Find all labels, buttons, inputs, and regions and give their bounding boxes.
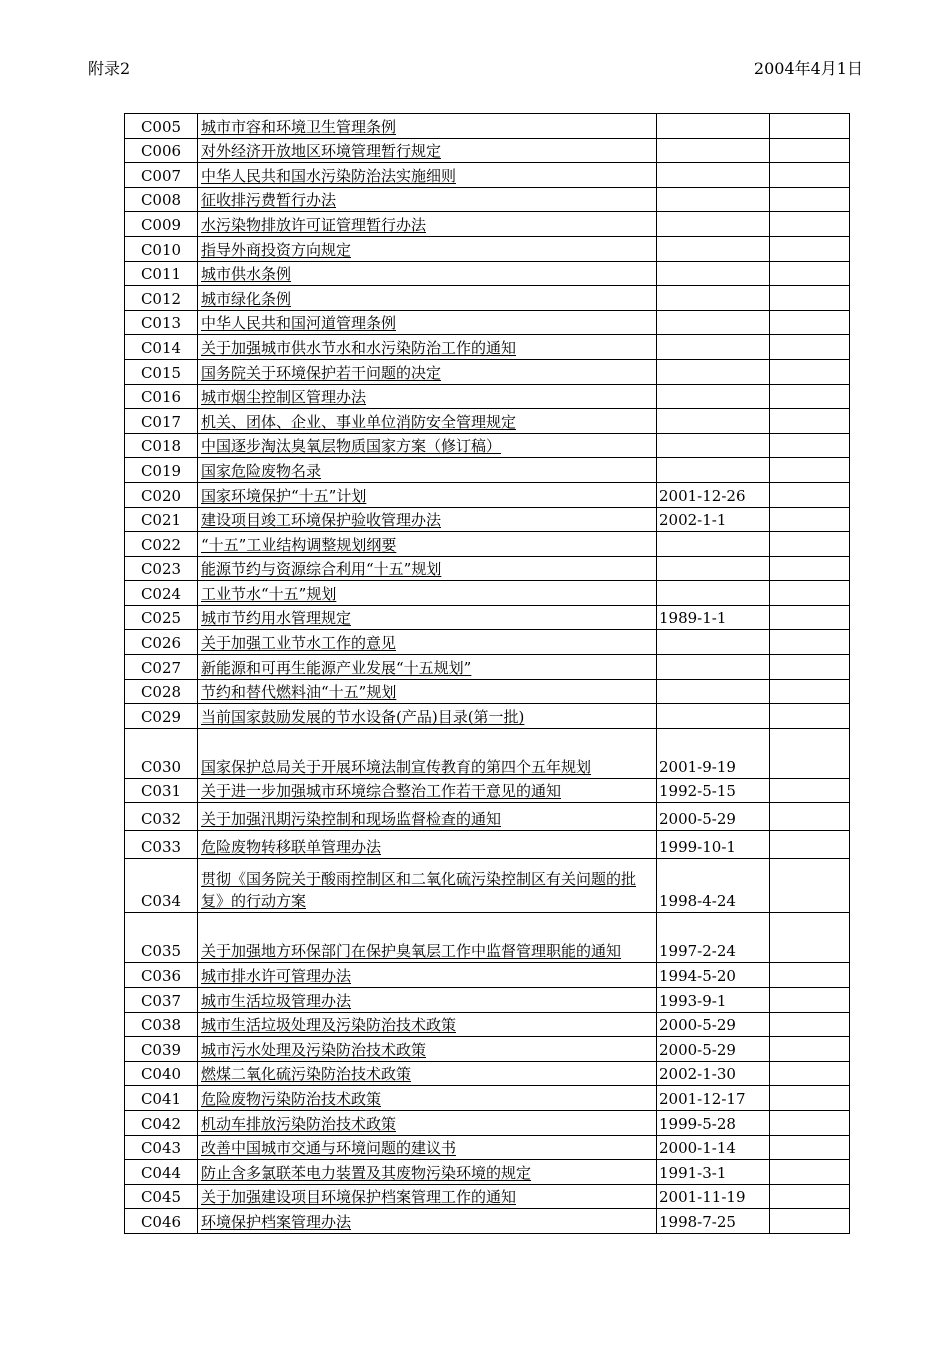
table-row xyxy=(125,679,850,704)
regulation-code: C031 xyxy=(125,778,198,803)
table-row xyxy=(125,482,850,507)
regulation-date: 2000-1-14 xyxy=(657,1135,770,1160)
regulation-title-link[interactable]: 关于加强建设项目环境保护档案管理工作的通知 xyxy=(201,1188,517,1207)
regulation-date xyxy=(657,409,770,434)
regulation-code: C018 xyxy=(125,433,198,458)
regulation-note xyxy=(770,433,850,458)
regulation-date xyxy=(657,581,770,606)
regulation-date xyxy=(657,359,770,384)
regulation-date xyxy=(657,138,770,163)
regulation-title-cell xyxy=(198,728,657,778)
regulation-code: C016 xyxy=(125,384,198,409)
regulation-code: C010 xyxy=(125,236,198,261)
regulation-title-cell xyxy=(198,1086,657,1111)
regulation-title-cell xyxy=(198,556,657,581)
regulation-date: 2001-12-17 xyxy=(657,1086,770,1111)
regulation-title-link[interactable]: 当前国家鼓励发展的节水设备(产品)目录(第一批) xyxy=(201,707,525,726)
regulation-date xyxy=(657,187,770,212)
table-row xyxy=(125,655,850,680)
regulation-date: 2001-12-26 xyxy=(657,482,770,507)
regulation-title-cell xyxy=(198,1209,657,1234)
regulation-date xyxy=(657,556,770,581)
regulation-code: C017 xyxy=(125,409,198,434)
regulation-code: C008 xyxy=(125,187,198,212)
regulation-note xyxy=(770,359,850,384)
regulation-date xyxy=(657,532,770,557)
regulation-note xyxy=(770,114,850,139)
regulation-title-link[interactable]: 城市生活垃圾管理办法 xyxy=(201,991,352,1010)
table-row xyxy=(125,1184,850,1209)
table-row xyxy=(125,556,850,581)
regulation-title-link[interactable]: 节约和替代燃料油“十五”规划 xyxy=(201,683,397,702)
regulation-title-link[interactable]: 城市生活垃圾处理及污染防治技术政策 xyxy=(201,1016,457,1035)
regulation-note xyxy=(770,1037,850,1062)
table-row xyxy=(125,1061,850,1086)
regulation-title-cell xyxy=(198,532,657,557)
regulation-code: C006 xyxy=(125,138,198,163)
regulation-title-cell xyxy=(198,704,657,729)
regulation-title-cell xyxy=(198,1184,657,1209)
regulation-date: 2000-5-29 xyxy=(657,803,770,831)
regulation-code: C011 xyxy=(125,261,198,286)
regulation-code: C026 xyxy=(125,630,198,655)
regulation-title-cell xyxy=(198,507,657,532)
regulation-title-cell xyxy=(198,913,657,963)
regulation-table-body xyxy=(125,114,850,1234)
regulation-note xyxy=(770,913,850,963)
regulation-title-cell xyxy=(198,581,657,606)
regulation-title-cell xyxy=(198,114,657,139)
regulation-note xyxy=(770,679,850,704)
regulation-title-cell xyxy=(198,236,657,261)
regulation-title-link[interactable]: 城市烟尘控制区管理办法 xyxy=(201,388,367,407)
regulation-title-link[interactable]: 国家环境保护“十五”计划 xyxy=(201,486,367,505)
regulation-code: C025 xyxy=(125,605,198,630)
table-row xyxy=(125,236,850,261)
regulation-note xyxy=(770,163,850,188)
table-row xyxy=(125,1111,850,1136)
regulation-code: C022 xyxy=(125,532,198,557)
regulation-title-link[interactable]: 对外经济开放地区环境管理暂行规定 xyxy=(201,142,442,161)
table-row xyxy=(125,187,850,212)
regulation-title-link[interactable]: 指导外商投资方向规定 xyxy=(201,240,352,259)
regulation-note xyxy=(770,556,850,581)
regulation-title-cell xyxy=(198,335,657,360)
regulation-title-cell xyxy=(198,310,657,335)
regulation-code: C019 xyxy=(125,458,198,483)
regulation-note xyxy=(770,1135,850,1160)
regulation-title-link[interactable]: 新能源和可再生能源产业发展“十五规划” xyxy=(201,658,472,677)
regulation-code: C030 xyxy=(125,728,198,778)
regulation-title-cell xyxy=(198,261,657,286)
regulation-date: 1999-10-1 xyxy=(657,831,770,859)
regulation-title-cell xyxy=(198,1012,657,1037)
regulation-note xyxy=(770,630,850,655)
table-row xyxy=(125,1160,850,1185)
regulation-date: 1991-3-1 xyxy=(657,1160,770,1185)
regulation-title-link[interactable]: 中华人民共和国水污染防治法实施细则 xyxy=(201,166,457,185)
regulation-code: C039 xyxy=(125,1037,198,1062)
regulation-title-cell xyxy=(198,1160,657,1185)
table-row xyxy=(125,704,850,729)
regulation-date xyxy=(657,261,770,286)
regulation-title-link[interactable]: 机动车排放污染防治技术政策 xyxy=(201,1114,397,1133)
regulation-title-cell xyxy=(198,1111,657,1136)
table-row xyxy=(125,409,850,434)
regulation-title-cell xyxy=(198,1037,657,1062)
regulation-note xyxy=(770,605,850,630)
regulation-title-link[interactable]: 机关、团体、企业、事业单位消防安全管理规定 xyxy=(201,412,517,431)
regulation-note xyxy=(770,236,850,261)
regulation-code: C012 xyxy=(125,286,198,311)
table-row xyxy=(125,630,850,655)
regulation-title-link[interactable]: 城市供水条例 xyxy=(201,265,292,284)
regulation-note xyxy=(770,1086,850,1111)
regulation-title-cell xyxy=(198,458,657,483)
regulation-code: C034 xyxy=(125,859,198,913)
regulation-title-link[interactable]: 城市排水许可管理办法 xyxy=(201,967,352,986)
table-row xyxy=(125,1135,850,1160)
regulation-date xyxy=(657,704,770,729)
regulation-code: C032 xyxy=(125,803,198,831)
regulation-note xyxy=(770,778,850,803)
regulation-date: 2002-1-1 xyxy=(657,507,770,532)
regulation-date xyxy=(657,458,770,483)
regulation-title-cell xyxy=(198,778,657,803)
regulation-date xyxy=(657,212,770,237)
regulation-note xyxy=(770,482,850,507)
regulation-title-link[interactable]: 环境保护档案管理办法 xyxy=(201,1212,352,1231)
regulation-title-cell xyxy=(198,163,657,188)
regulation-date: 1992-5-15 xyxy=(657,778,770,803)
regulation-code: C009 xyxy=(125,212,198,237)
regulation-title-link[interactable]: 国家保护总局关于开展环境法制宣传教育的第四个五年规划 xyxy=(201,757,592,776)
regulation-title-cell xyxy=(198,212,657,237)
regulation-date xyxy=(657,655,770,680)
table-row xyxy=(125,1037,850,1062)
regulation-table xyxy=(124,113,850,1234)
table-row xyxy=(125,310,850,335)
table-row xyxy=(125,1012,850,1037)
regulation-note xyxy=(770,859,850,913)
regulation-note xyxy=(770,384,850,409)
regulation-title-link[interactable]: 中华人民共和国河道管理条例 xyxy=(201,314,397,333)
regulation-note xyxy=(770,286,850,311)
regulation-code: C029 xyxy=(125,704,198,729)
regulation-note xyxy=(770,1012,850,1037)
regulation-note xyxy=(770,409,850,434)
regulation-title-link[interactable]: 贯彻《国务院关于酸雨控制区和二氧化硫污染控制区有关问题的批复》的行动方案 xyxy=(201,870,637,911)
table-row xyxy=(125,114,850,139)
regulation-title-link[interactable]: 水污染物排放许可证管理暂行办法 xyxy=(201,215,427,234)
regulation-code: C044 xyxy=(125,1160,198,1185)
regulation-date xyxy=(657,630,770,655)
regulation-title-cell xyxy=(198,1135,657,1160)
regulation-code: C013 xyxy=(125,310,198,335)
regulation-date: 1998-4-24 xyxy=(657,859,770,913)
regulation-code: C014 xyxy=(125,335,198,360)
regulation-title-link[interactable]: 燃煤二氧化硫污染防治技术政策 xyxy=(201,1065,412,1084)
table-row xyxy=(125,1209,850,1234)
regulation-code: C042 xyxy=(125,1111,198,1136)
regulation-title-link[interactable]: 城市污水处理及污染防治技术政策 xyxy=(201,1040,427,1059)
table-row xyxy=(125,778,850,803)
regulation-title-cell xyxy=(198,409,657,434)
regulation-note xyxy=(770,507,850,532)
regulation-code: C045 xyxy=(125,1184,198,1209)
regulation-title-cell xyxy=(198,359,657,384)
table-row xyxy=(125,458,850,483)
regulation-note xyxy=(770,704,850,729)
regulation-title-cell xyxy=(198,630,657,655)
regulation-note xyxy=(770,803,850,831)
header-left-label: 附录2 xyxy=(88,59,131,78)
regulation-title-link[interactable]: 危险废物转移联单管理办法 xyxy=(201,838,382,857)
regulation-code: C005 xyxy=(125,114,198,139)
regulation-title-cell xyxy=(198,482,657,507)
table-row xyxy=(125,913,850,963)
table-row xyxy=(125,605,850,630)
regulation-note xyxy=(770,187,850,212)
regulation-title-link[interactable]: 中国逐步淘汰臭氧层物质国家方案（修订稿） xyxy=(201,437,502,456)
regulation-title-link[interactable]: 关于进一步加强城市环境综合整治工作若干意见的通知 xyxy=(201,782,562,801)
regulation-date: 1998-7-25 xyxy=(657,1209,770,1234)
regulation-title-link[interactable]: 关于加强汛期污染控制和现场监督检查的通知 xyxy=(201,810,502,829)
table-row xyxy=(125,261,850,286)
table-row xyxy=(125,988,850,1013)
table-row xyxy=(125,359,850,384)
regulation-note xyxy=(770,988,850,1013)
regulation-date xyxy=(657,163,770,188)
table-row xyxy=(125,581,850,606)
regulation-date: 1993-9-1 xyxy=(657,988,770,1013)
regulation-note xyxy=(770,335,850,360)
regulation-title-link[interactable]: 关于加强地方环保部门在保护臭氧层工作中监督管理职能的通知 xyxy=(201,942,622,961)
regulation-date: 2000-5-29 xyxy=(657,1037,770,1062)
table-row xyxy=(125,1086,850,1111)
regulation-title-cell xyxy=(198,138,657,163)
regulation-title-link[interactable]: 城市绿化条例 xyxy=(201,289,292,308)
regulation-title-link[interactable]: 能源节约与资源综合利用“十五”规划 xyxy=(201,560,442,579)
regulation-date: 1997-2-24 xyxy=(657,913,770,963)
regulation-note xyxy=(770,1111,850,1136)
regulation-note xyxy=(770,831,850,859)
regulation-date: 2000-5-29 xyxy=(657,1012,770,1037)
regulation-date: 2001-9-19 xyxy=(657,728,770,778)
regulation-title-link[interactable]: 改善中国城市交通与环境问题的建议书 xyxy=(201,1139,457,1158)
regulation-date xyxy=(657,114,770,139)
regulation-code: C040 xyxy=(125,1061,198,1086)
regulation-title-cell xyxy=(198,605,657,630)
regulation-code: C007 xyxy=(125,163,198,188)
table-row xyxy=(125,212,850,237)
regulation-date: 2002-1-30 xyxy=(657,1061,770,1086)
regulation-date: 1989-1-1 xyxy=(657,605,770,630)
table-row xyxy=(125,138,850,163)
regulation-title-cell xyxy=(198,187,657,212)
regulation-code: C046 xyxy=(125,1209,198,1234)
regulation-code: C024 xyxy=(125,581,198,606)
regulation-title-cell xyxy=(198,433,657,458)
regulation-date xyxy=(657,310,770,335)
table-row xyxy=(125,963,850,988)
table-row xyxy=(125,163,850,188)
regulation-title-cell xyxy=(198,963,657,988)
regulation-code: C043 xyxy=(125,1135,198,1160)
regulation-date xyxy=(657,286,770,311)
table-row xyxy=(125,803,850,831)
regulation-code: C036 xyxy=(125,963,198,988)
table-row xyxy=(125,728,850,778)
regulation-title-cell xyxy=(198,859,657,913)
regulation-note xyxy=(770,581,850,606)
regulation-title-link[interactable]: 征收排污费暂行办法 xyxy=(201,191,337,210)
regulation-code: C020 xyxy=(125,482,198,507)
regulation-title-link[interactable]: 国务院关于环境保护若干问题的决定 xyxy=(201,363,442,382)
regulation-title-link[interactable]: 城市市容和环境卫生管理条例 xyxy=(201,117,397,136)
regulation-code: C041 xyxy=(125,1086,198,1111)
table-row xyxy=(125,507,850,532)
regulation-code: C033 xyxy=(125,831,198,859)
regulation-note xyxy=(770,963,850,988)
regulation-title-cell xyxy=(198,988,657,1013)
regulation-note xyxy=(770,655,850,680)
regulation-title-link[interactable]: “十五”工业结构调整规划纲要 xyxy=(201,535,397,554)
regulation-date xyxy=(657,236,770,261)
regulation-date xyxy=(657,433,770,458)
regulation-note xyxy=(770,532,850,557)
regulation-title-link[interactable]: 防止含多氯联苯电力装置及其废物污染环境的规定 xyxy=(201,1163,532,1182)
regulation-date xyxy=(657,384,770,409)
regulation-code: C015 xyxy=(125,359,198,384)
regulation-code: C021 xyxy=(125,507,198,532)
table-row xyxy=(125,532,850,557)
regulation-note xyxy=(770,138,850,163)
regulation-note xyxy=(770,261,850,286)
regulation-title-link[interactable]: 国家危险废物名录 xyxy=(201,461,322,480)
regulation-code: C037 xyxy=(125,988,198,1013)
regulation-title-link[interactable]: 建设项目竣工环境保护验收管理办法 xyxy=(201,511,442,530)
regulation-note xyxy=(770,1160,850,1185)
regulation-title-cell xyxy=(198,286,657,311)
regulation-note xyxy=(770,728,850,778)
regulation-title-cell xyxy=(198,803,657,831)
regulation-date: 2001-11-19 xyxy=(657,1184,770,1209)
regulation-title-cell xyxy=(198,679,657,704)
regulation-date: 1994-5-20 xyxy=(657,963,770,988)
regulation-title-cell xyxy=(198,831,657,859)
regulation-title-cell xyxy=(198,1061,657,1086)
table-row xyxy=(125,335,850,360)
regulation-code: C028 xyxy=(125,679,198,704)
regulation-code: C035 xyxy=(125,913,198,963)
table-row xyxy=(125,433,850,458)
table-row xyxy=(125,286,850,311)
regulation-code: C038 xyxy=(125,1012,198,1037)
regulation-date xyxy=(657,335,770,360)
regulation-title-link[interactable]: 危险废物污染防治技术政策 xyxy=(201,1090,382,1108)
regulation-note xyxy=(770,310,850,335)
header-date: 2004年4月1日 xyxy=(753,59,863,78)
regulation-note xyxy=(770,1209,850,1234)
regulation-title-link[interactable]: 工业节水“十五”规划 xyxy=(201,584,337,603)
regulation-note xyxy=(770,1061,850,1086)
regulation-note xyxy=(770,1184,850,1209)
table-row xyxy=(125,831,850,859)
regulation-note xyxy=(770,458,850,483)
regulation-code: C027 xyxy=(125,655,198,680)
regulation-title-link[interactable]: 关于加强工业节水工作的意见 xyxy=(201,634,397,653)
regulation-title-cell xyxy=(198,655,657,680)
regulation-note xyxy=(770,212,850,237)
table-row xyxy=(125,859,850,913)
regulation-title-link[interactable]: 城市节约用水管理规定 xyxy=(201,609,352,628)
table-row xyxy=(125,384,850,409)
regulation-code: C023 xyxy=(125,556,198,581)
regulation-date: 1999-5-28 xyxy=(657,1111,770,1136)
regulation-title-cell xyxy=(198,384,657,409)
regulation-title-link[interactable]: 关于加强城市供水节水和水污染防治工作的通知 xyxy=(201,338,517,357)
regulation-date xyxy=(657,679,770,704)
